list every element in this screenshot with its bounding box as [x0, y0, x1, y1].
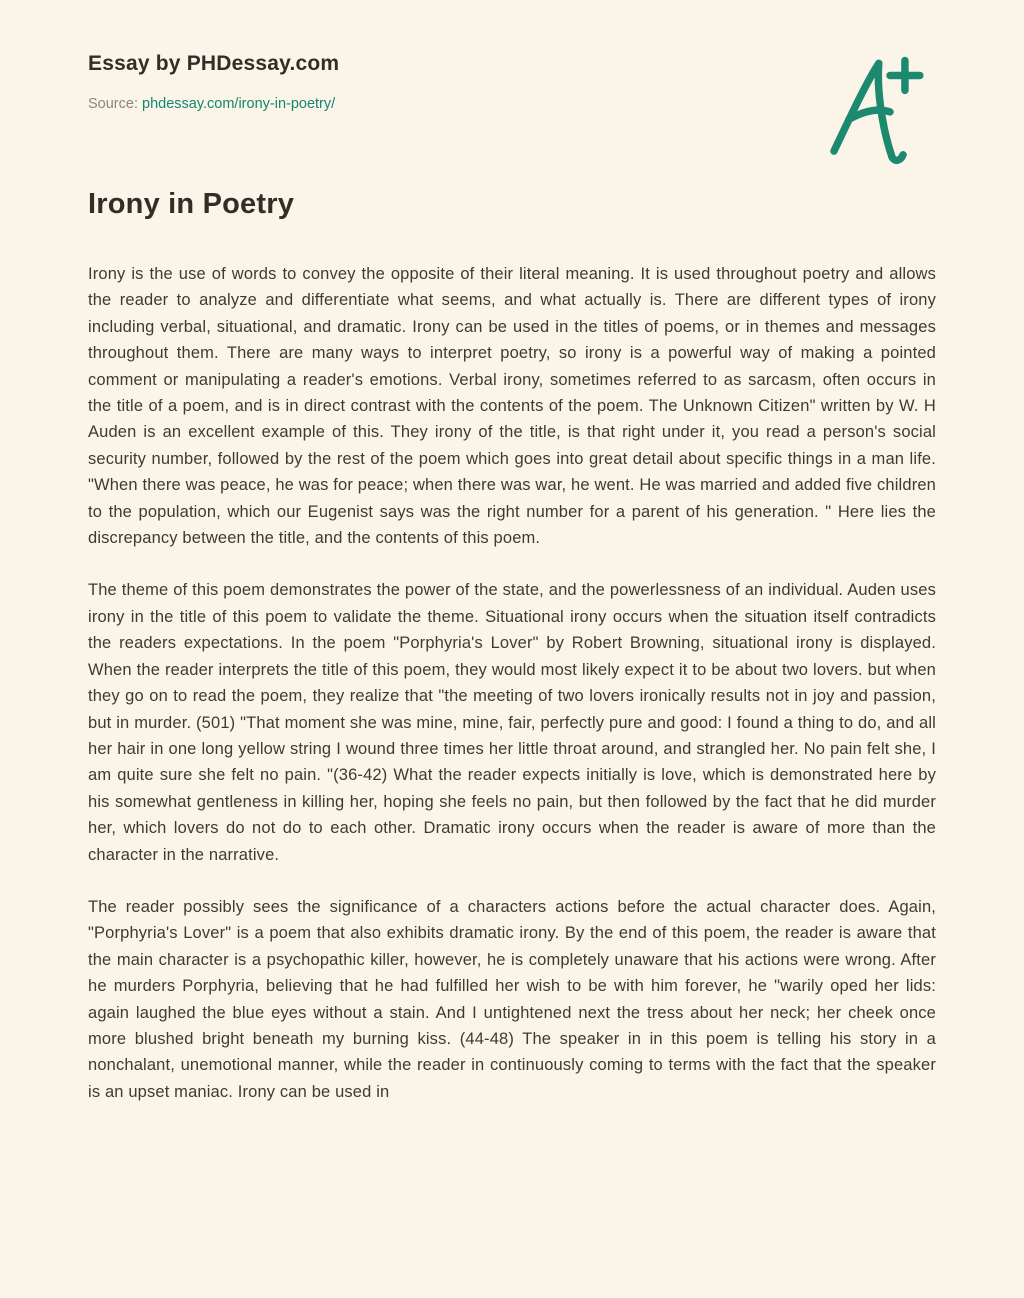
source-label: Source: — [88, 96, 138, 112]
page-header — [88, 52, 936, 112]
essay-paragraph-1: Irony is the use of words to convey the opposite of their literal meaning. It is used throughout poetry and allows the reader to analyze and differentiate what seems, and what actually is. There are different types of irony including verbal, situational, and dramatic. Irony can be used in the titles of poems, or in themes and messages throughout them. There are many ways to interpret poetry, so irony is a powerful way of making a pointed comment or manipulating a reader's emotions. Verbal irony, sometimes referred to as sarcasm, often occurs in the title of a poem, and is in direct contrast with the contents of the poem. The Unknown Citizen" written by W. H Auden is an excellent example of this. They irony of the title, is that right under it, you read a person's social security number, followed by the rest of the poem which goes into great detail about specific things in a man life. "When there was peace, he was for peace; when there was war, he went. He was married and added five children to the population, which our Eugenist says was the right number for a parent of his generation. " Here lies the discrepancy between the title, and the contents of this poem. — [88, 265, 936, 548]
source-line — [88, 96, 936, 112]
essay-title: Irony in Poetry — [88, 188, 295, 220]
essay-body — [88, 261, 936, 1105]
phdessay-a-plus-logo-icon — [824, 54, 928, 166]
source-link[interactable]: phdessay.com/irony-in-poetry/ — [142, 96, 336, 112]
essay-paragraph-2: The theme of this poem demonstrates the power of the state, and the powerlessness of an individual. Auden uses irony in the title of this poem to validate the theme. Situational irony occurs when the situation itself contradicts the readers expectations. In the poem "Porphyria's Lover" by Robert Browning, situational irony is displayed. When the reader interprets the title of this poem, they would most likely expect it to be about two lovers. but when they go on to read the poem, they realize that "the meeting of two lovers ironically results not in joy and passion, but in murder. (501) "That moment she was mine, mine, fair, perfectly pure and good: I found a thing to do, and all her hair in one long yellow string I wound three times her little throat around, and strangled her. No pain felt she, I am quite sure she felt no pain. "(36-42) What the reader expects initially is love, which is demonstrated here by his somewhat gentleness in killing her, hoping she feels no pain, but then followed by the fact that he did murder her, which lovers do not do to each other. Dramatic irony occurs when the reader is aware of more than the character in the narrative. — [88, 581, 936, 864]
essay-paragraph-3: The reader possibly sees the significance of a characters actions before the actual character does. Again, "Porphyria's Lover" is a poem that also exhibits dramatic irony. By the end of this poem, the reader is aware that the main character is a psychopathic killer, however, he is completely unaware that his actions were wrong. After he murders Porphyria, believing that he had fulfilled her wish to be with him forever, he "warily oped her lids: again laughed the blue eyes without a stain. And I untightened next the tress about her neck; her cheek once more blushed bright beneath my burning kiss. (44-48) The speaker in in this poem is telling his story in a nonchalant, unemotional manner, while the reader in continuously coming to terms with the fact that the speaker is an upset maniac. Irony can be used in — [88, 897, 936, 1101]
essay-byline: Essay by PHDessay.com — [88, 52, 340, 75]
